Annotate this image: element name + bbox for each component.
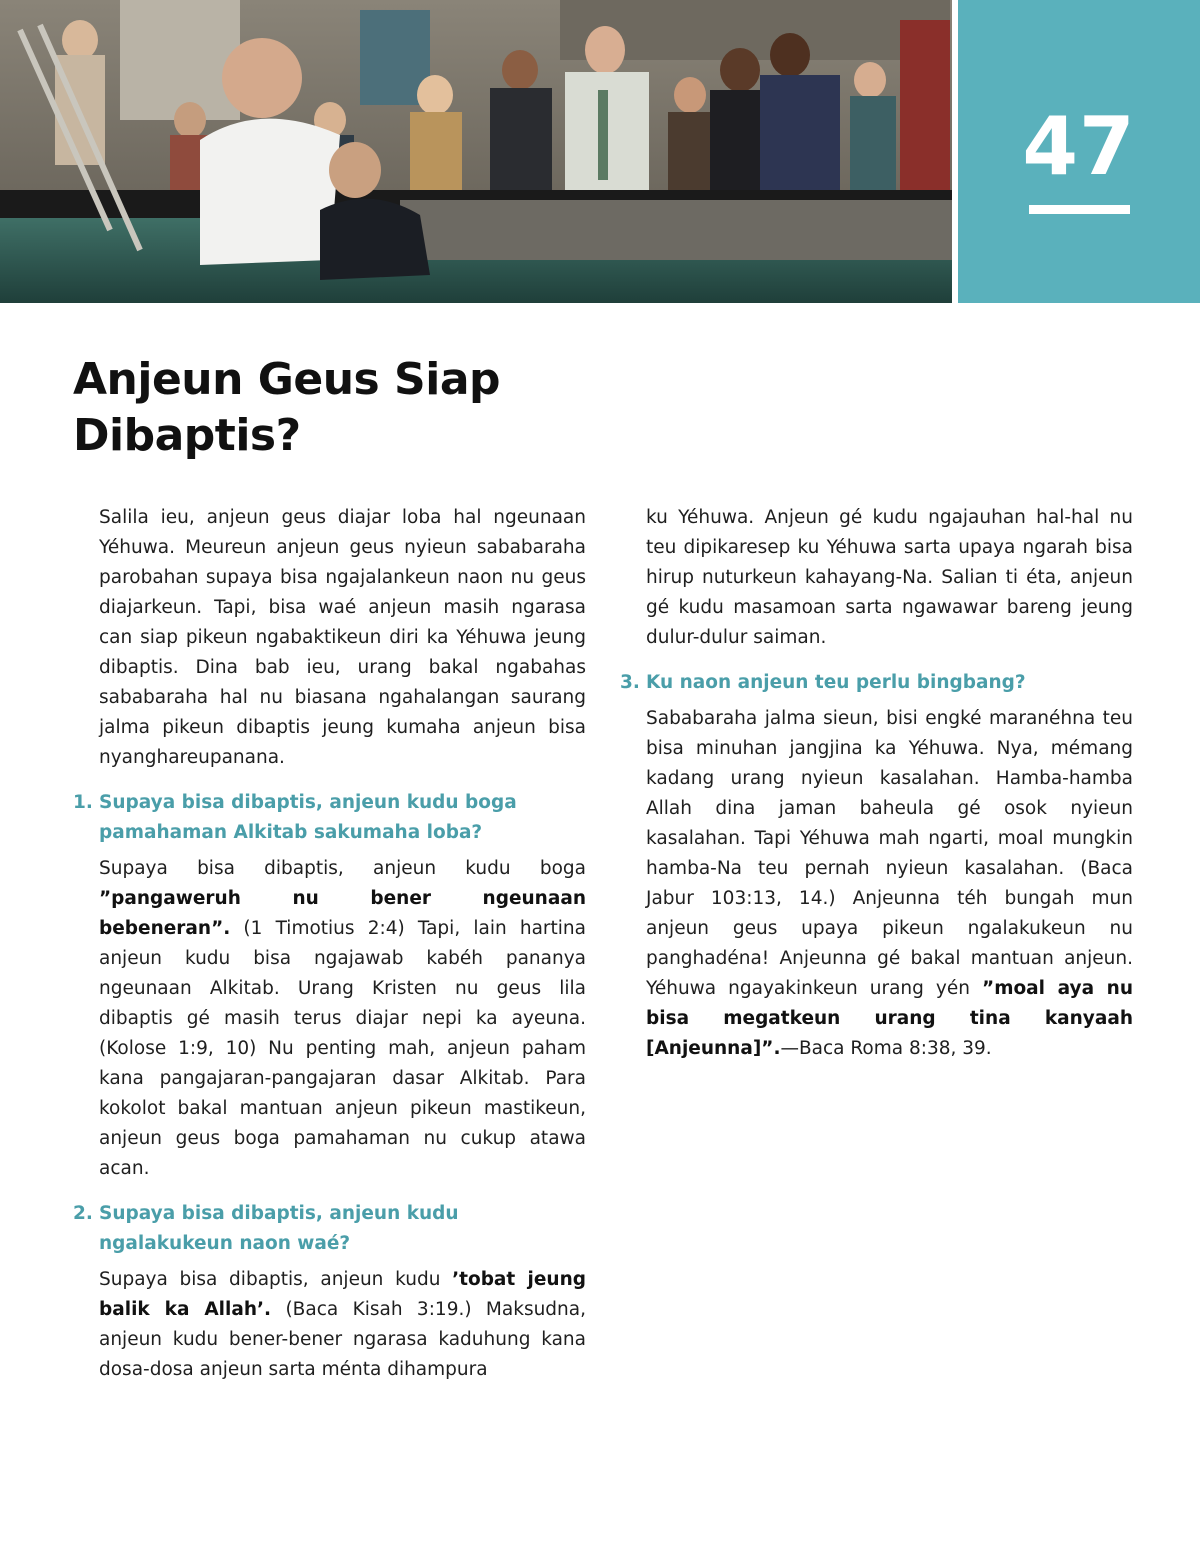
question-number: 2. — [73, 1203, 93, 1224]
answer-text: —Baca Roma 8:38, 39. — [780, 1038, 992, 1059]
question-2 — [73, 1199, 586, 1259]
answer-text: Supaya bisa dibaptis, anjeun kudu boga — [99, 858, 586, 879]
question-text: Supaya bisa dibaptis, anjeun kudu ngalakukeun naon waé? — [99, 1203, 459, 1254]
question-number: 1. — [73, 792, 93, 813]
lesson-number-badge — [958, 0, 1200, 303]
question-number: 3. — [620, 672, 640, 693]
lesson-title: Anjeun Geus Siap Dibaptis? — [73, 354, 501, 461]
answer-text: (Baca Kisah 3:19.) Maksudna, anjeun kudu bener-bener ngarasa kaduhung kana dosa-dosa anjeun sarta ménta dihampura — [99, 1299, 586, 1380]
right-column — [620, 503, 1133, 1064]
answer-2-continuation: ku Yéhuwa. Anjeun gé kudu ngajauhan hal-hal nu teu dipikaresep ku Yéhuwa sarta upaya ngarah bisa hirup nuturkeun kahayang-Na. Salian ti éta, anjeun gé kudu masamoan sarta ngawawar bareng jeung dulur-dulur saiman. — [646, 507, 1133, 648]
left-column — [73, 503, 586, 1385]
question-3 — [620, 668, 1133, 698]
baptism-photo — [0, 0, 952, 303]
question-text: Ku naon anjeun teu perlu bingbang? — [646, 672, 1026, 693]
question-1 — [73, 788, 586, 848]
badge-underline — [1029, 205, 1130, 214]
question-text: Supaya bisa dibaptis, anjeun kudu boga pamahaman Alkitab sakumaha loba? — [99, 792, 517, 843]
answer-2 — [73, 1265, 586, 1385]
answer-emphasis: ”moal aya nu bisa megatkeun urang tina kanyaah [Anjeunna]”. — [646, 978, 1133, 1059]
answer-text: (1 Timotius 2:4) Tapi, lain hartina anjeun kudu bisa ngajawab kabéh pananya ngeunaan Alkitab. Urang Kristen nu geus lila dibaptis gé masih terus diajar nepi ka ayeuna. (Kolose 1:9, 10) Nu penting mah, anjeun paham kana pangajaran-pangajaran dasar Alkitab. Para kokolot bakal mantuan anjeun pikeun mastikeun, anjeun geus boga pamahaman nu cukup atawa acan. — [99, 918, 586, 1179]
intro-paragraph: Salila ieu, anjeun geus diajar loba hal ngeunaan Yéhuwa. Meureun anjeun geus nyieun sababaraha parobahan supaya bisa ngajalankeun naon nu geus diajarkeun. Tapi, bisa waé anjeun masih ngarasa can siap pikeun ngabaktikeun diri ka Yéhuwa jeung dibaptis. Dina bab ieu, urang bakal ngabahas sababaraha hal nu biasana ngahalangan saurang jalma pikeun dibaptis jeung kumaha anjeun bisa nyanghareupanana. — [99, 507, 586, 768]
answer-3 — [620, 704, 1133, 1064]
answer-text: Supaya bisa dibaptis, anjeun kudu — [99, 1269, 453, 1290]
answer-emphasis: ’tobat jeung balik ka Allah’. — [99, 1269, 586, 1320]
answer-1 — [73, 854, 586, 1184]
lesson-number: 47 — [1022, 100, 1136, 193]
answer-emphasis: ”pangaweruh nu bener ngeunaan bebeneran”. — [99, 888, 586, 939]
answer-text: Sababaraha jalma sieun, bisi engké maranéhna teu bisa minuhan jangjina ka Yéhuwa. Nya, mémang kadang urang nyieun kasalahan. Hamba-hamba Allah dina jaman baheula gé osok nyieun kasalahan. Tapi Yéhuwa mah ngarti, moal mungkin hamba-Na teu pernah nyieun kasalahan. (Baca Jabur 103:13, 14.) Anjeunna téh bungah mun anjeun geus upaya pikeun ngalakukeun nu panghadéna! Anjeunna gé bakal mantuan anjeun. Yéhuwa ngayakinkeun urang yén — [646, 708, 1133, 999]
